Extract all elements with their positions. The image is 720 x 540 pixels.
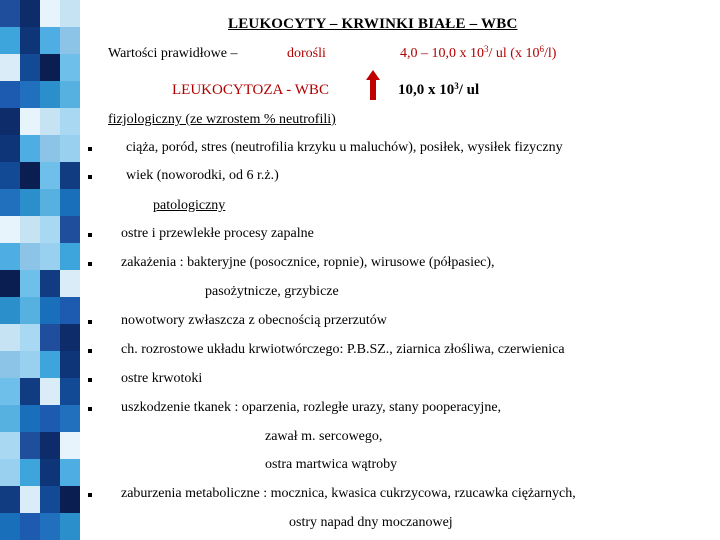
normal-values-group: dorośli bbox=[287, 46, 326, 61]
list-item-pathological-3: nowotwory zwłaszcza z obecnością przerzutów bbox=[121, 313, 387, 328]
strip-tile bbox=[60, 270, 80, 297]
bullet bbox=[88, 493, 92, 497]
list-item-physiological-2: wiek (noworodki, od 6 r.ż.) bbox=[126, 168, 279, 183]
strip-tile bbox=[40, 378, 60, 405]
strip-tile bbox=[60, 54, 80, 81]
strip-tile bbox=[20, 378, 40, 405]
list-item-pathological-6-cont-2: ostra martwica wątroby bbox=[265, 457, 398, 472]
strip-tile bbox=[20, 243, 40, 270]
strip-tile bbox=[20, 135, 40, 162]
strip-tile bbox=[40, 81, 60, 108]
list-item-pathological-4: ch. rozrostowe układu krwiotwórczego: P.B.SZ., ziarnica złośliwa, czerwienica bbox=[121, 342, 565, 357]
strip-tile bbox=[0, 54, 20, 81]
strip-tile bbox=[20, 0, 40, 27]
bullet bbox=[88, 378, 92, 382]
leukocytosis-value: 10,0 x $10^3/$ ul bbox=[398, 81, 480, 98]
strip-tile bbox=[60, 297, 80, 324]
list-item-pathological-5: ostre krwotoki bbox=[121, 371, 203, 386]
strip-tile bbox=[60, 27, 80, 54]
strip-tile bbox=[60, 513, 80, 540]
strip-tile bbox=[40, 108, 60, 135]
strip-tile bbox=[20, 297, 40, 324]
leukocytosis-label: LEUKOCYTOZA - WBC bbox=[172, 82, 329, 98]
strip-tile bbox=[20, 270, 40, 297]
strip-tile bbox=[60, 135, 80, 162]
list-item-physiological-1: ciąża, poród, stres (neutrofilia krzyku u maluchów), posiłek, wysiłek fizyczny bbox=[126, 140, 563, 155]
up-arrow-icon bbox=[366, 70, 380, 100]
bullet bbox=[88, 233, 92, 237]
strip-tile bbox=[60, 432, 80, 459]
list-item-pathological-1: ostre i przewlekłe procesy zapalne bbox=[121, 226, 314, 241]
normal-values-label: Wartości prawidłowe – bbox=[108, 46, 238, 61]
strip-tile bbox=[60, 0, 80, 27]
bullet bbox=[88, 147, 92, 151]
strip-tile bbox=[60, 162, 80, 189]
list-item-pathological-2: zakażenia : bakteryjne (posocznice, ropnie), wirusowe (półpasiec), bbox=[121, 255, 495, 270]
strip-tile bbox=[20, 54, 40, 81]
strip-tile bbox=[20, 162, 40, 189]
strip-tile bbox=[20, 27, 40, 54]
strip-tile bbox=[40, 405, 60, 432]
strip-tile bbox=[60, 324, 80, 351]
strip-tile bbox=[20, 189, 40, 216]
strip-tile bbox=[0, 81, 20, 108]
strip-tile bbox=[0, 351, 20, 378]
bullet bbox=[88, 320, 92, 324]
strip-tile bbox=[60, 108, 80, 135]
strip-tile bbox=[40, 0, 60, 27]
list-item-pathological-7: zaburzenia metaboliczne : mocznica, kwasica cukrzycowa, rzucawka ciężarnych, bbox=[121, 486, 576, 501]
strip-tile bbox=[40, 54, 60, 81]
strip-tile bbox=[40, 189, 60, 216]
strip-tile bbox=[20, 459, 40, 486]
physiological-heading: fizjologiczny (ze wzrostem % neutrofili) bbox=[108, 112, 336, 127]
strip-tile bbox=[40, 243, 60, 270]
strip-tile bbox=[40, 324, 60, 351]
strip-tile bbox=[0, 189, 20, 216]
bullet bbox=[88, 262, 92, 266]
strip-tile bbox=[0, 162, 20, 189]
decorative-color-strip bbox=[0, 0, 80, 540]
strip-tile bbox=[60, 189, 80, 216]
strip-tile bbox=[20, 81, 40, 108]
strip-tile bbox=[0, 432, 20, 459]
strip-tile bbox=[20, 405, 40, 432]
strip-tile bbox=[0, 405, 20, 432]
strip-tile bbox=[40, 162, 60, 189]
strip-tile bbox=[60, 405, 80, 432]
strip-tile bbox=[20, 324, 40, 351]
bullet bbox=[88, 407, 92, 411]
strip-tile bbox=[0, 378, 20, 405]
strip-tile bbox=[0, 0, 20, 27]
normal-values-range: 4,0 – 10,0 x $10^3/$ ul (x $10^6/l$) bbox=[400, 44, 557, 61]
bullet bbox=[88, 175, 92, 179]
strip-tile bbox=[40, 459, 60, 486]
strip-tile bbox=[0, 324, 20, 351]
page-title: LEUKOCYTY – KRWINKI BIAŁE – WBC bbox=[228, 16, 518, 32]
strip-tile bbox=[40, 135, 60, 162]
strip-tile bbox=[0, 27, 20, 54]
list-item-pathological-7-cont: ostry napad dny moczanowej bbox=[289, 515, 453, 530]
strip-tile bbox=[20, 108, 40, 135]
strip-tile bbox=[40, 513, 60, 540]
list-item-pathological-2-cont: pasożytnicze, grzybicze bbox=[205, 284, 339, 299]
strip-tile bbox=[0, 216, 20, 243]
strip-tile bbox=[60, 216, 80, 243]
strip-tile bbox=[60, 351, 80, 378]
strip-tile bbox=[0, 459, 20, 486]
strip-tile bbox=[40, 27, 60, 54]
strip-tile bbox=[0, 135, 20, 162]
strip-tile bbox=[20, 432, 40, 459]
strip-tile bbox=[40, 432, 60, 459]
strip-tile bbox=[60, 243, 80, 270]
bullet bbox=[88, 349, 92, 353]
strip-tile bbox=[0, 513, 20, 540]
strip-tile bbox=[60, 459, 80, 486]
pathological-heading: patologiczny bbox=[153, 198, 226, 213]
strip-tile bbox=[0, 486, 20, 513]
strip-tile bbox=[0, 243, 20, 270]
strip-tile bbox=[20, 486, 40, 513]
strip-tile bbox=[40, 486, 60, 513]
strip-tile bbox=[40, 216, 60, 243]
strip-tile bbox=[60, 486, 80, 513]
strip-tile bbox=[0, 297, 20, 324]
list-item-pathological-6-cont-1: zawał m. sercowego, bbox=[265, 429, 383, 444]
strip-tile bbox=[20, 351, 40, 378]
strip-tile bbox=[40, 270, 60, 297]
strip-tile bbox=[0, 108, 20, 135]
strip-tile bbox=[40, 351, 60, 378]
strip-tile bbox=[40, 297, 60, 324]
strip-tile bbox=[20, 513, 40, 540]
strip-tile bbox=[20, 216, 40, 243]
strip-tile bbox=[60, 81, 80, 108]
strip-tile bbox=[60, 378, 80, 405]
list-item-pathological-6: uszkodzenie tkanek : oparzenia, rozległe urazy, stany pooperacyjne, bbox=[121, 400, 502, 415]
strip-tile bbox=[0, 270, 20, 297]
